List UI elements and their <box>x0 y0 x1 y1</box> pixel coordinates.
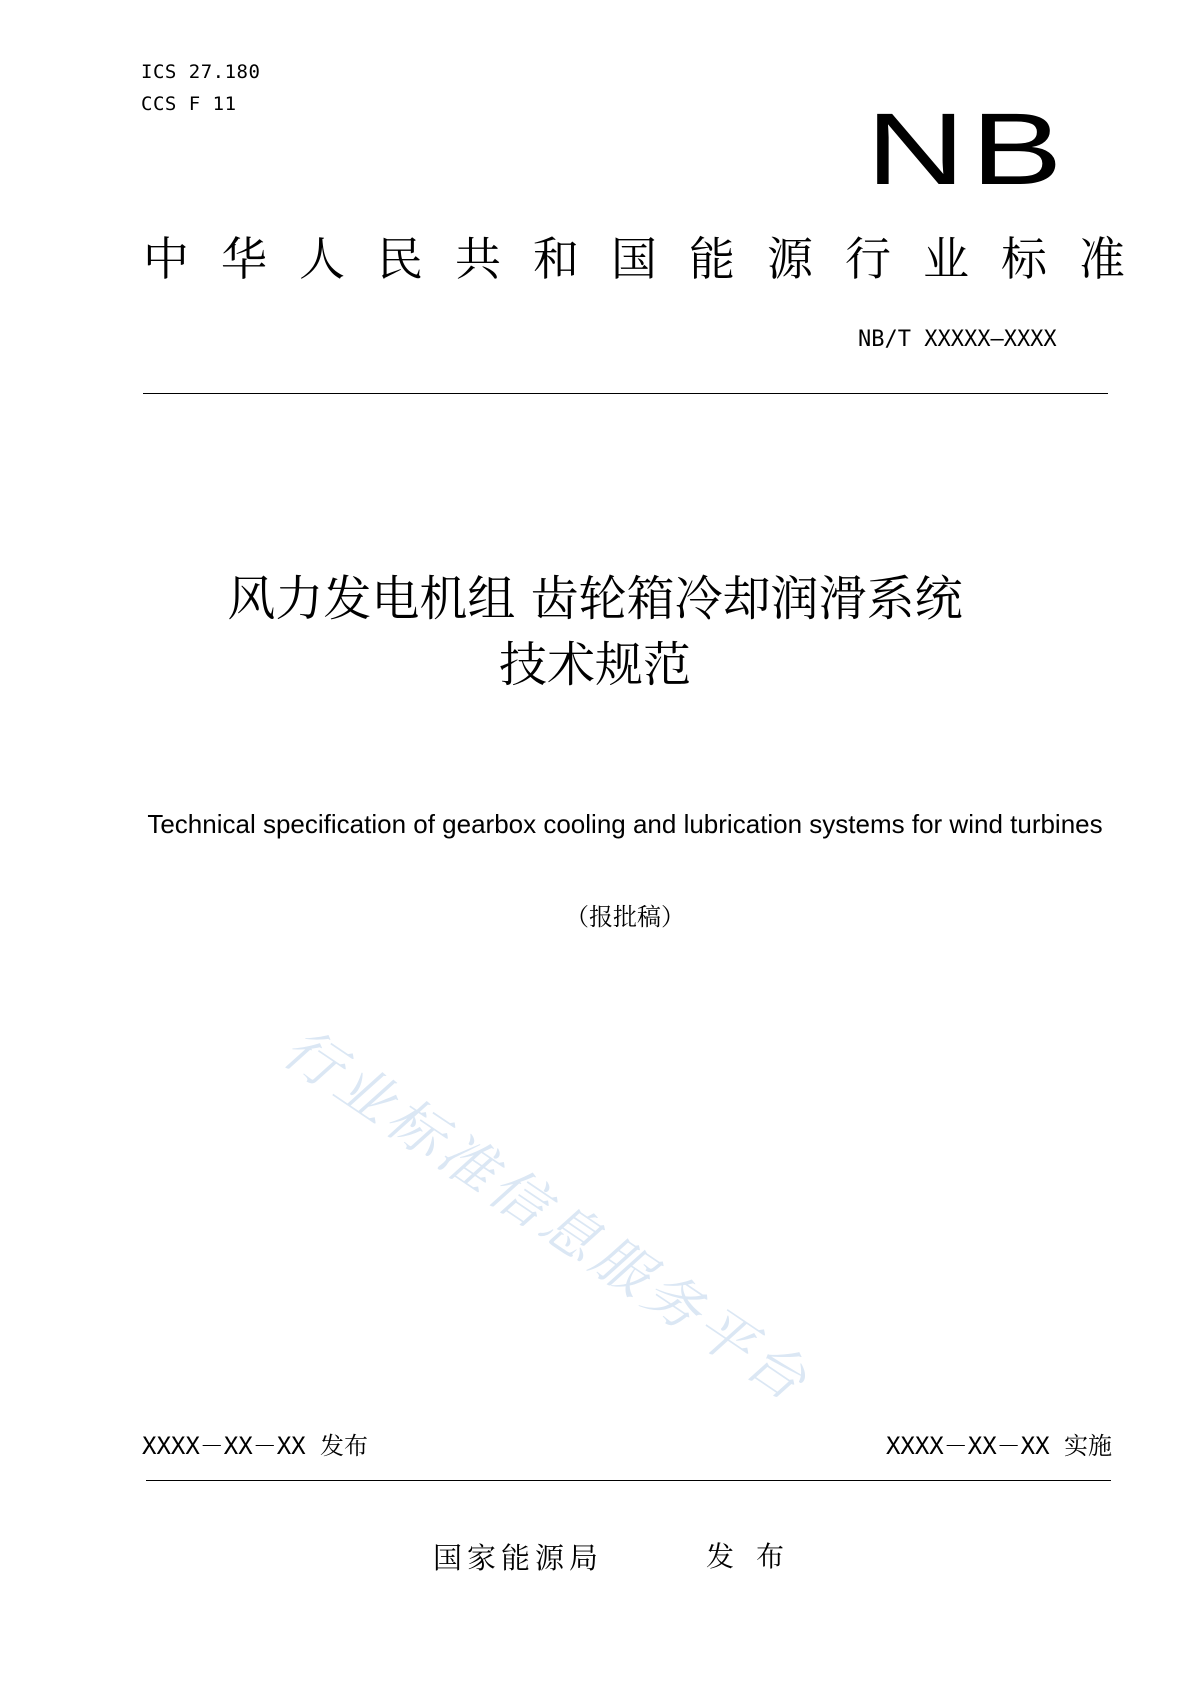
header-divider <box>143 393 1108 394</box>
english-title: Technical specification of gearbox cooling and lubrication systems for wind turbines <box>147 809 1103 839</box>
effective-date: XXXX－XX－XX 实施 <box>885 1432 1112 1460</box>
chinese-title-line-2: 技术规范 <box>498 637 691 693</box>
ics-code: ICS 27.180 <box>141 61 261 83</box>
standard-number: NB/T XXXXX—XXXX <box>858 327 1057 352</box>
footer-divider <box>146 1480 1111 1481</box>
watermark: 行业标准信息服务平台 <box>271 1015 822 1417</box>
issue-label: 发布 <box>706 1540 807 1573</box>
industry-standard-title: 中华人民共和国能源行业标准 <box>143 232 1157 286</box>
issuing-authority: 国家能源局 <box>433 1541 604 1575</box>
ccs-code: CCS F 11 <box>141 93 237 115</box>
publish-date: XXXX－XX－XX 发布 <box>142 1432 369 1460</box>
nb-logo: NB <box>865 92 1068 206</box>
draft-status: （报批稿） <box>565 903 685 931</box>
chinese-title-line-1: 风力发电机组 齿轮箱冷却润滑系统 <box>227 571 963 627</box>
